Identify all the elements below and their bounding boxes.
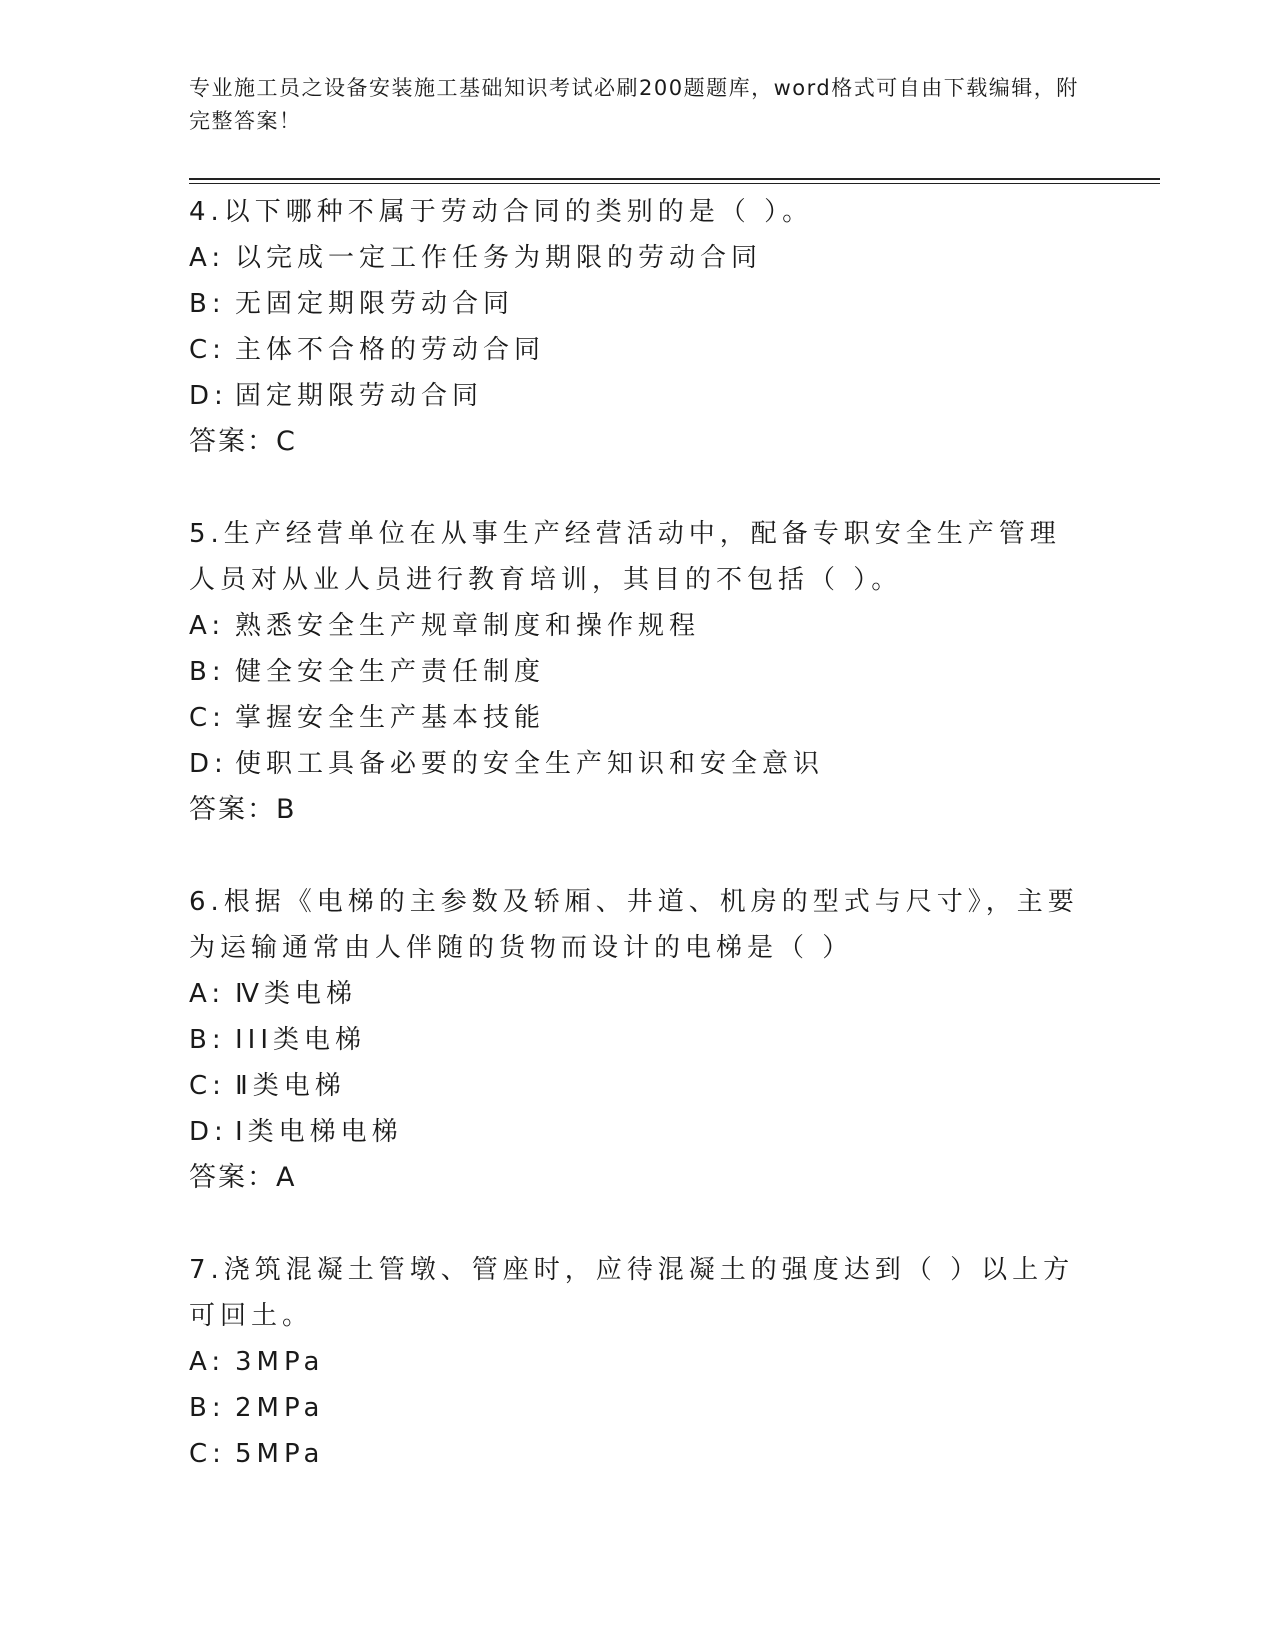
question-7 xyxy=(189,1247,1089,1477)
option-a xyxy=(189,971,1089,1017)
option-letter: C: xyxy=(189,1439,226,1469)
option-letter: B: xyxy=(189,289,226,319)
option-text: 2MPa xyxy=(235,1393,325,1423)
document-header: 专业施工员之设备安装施工基础知识考试必刷200题题库，word格式可自由下载编辑，附完整答案！ xyxy=(189,76,1079,133)
option-text: 使职工具备必要的安全生产知识和安全意识 xyxy=(235,749,825,779)
option-text: Ⅰ类电梯电梯 xyxy=(235,1117,403,1147)
option-d xyxy=(189,1109,1089,1155)
option-letter: D: xyxy=(189,1117,228,1147)
question-stem: 7.浇筑混凝土管墩、管座时，应待混凝土的强度达到（ ）以上方可回土。 xyxy=(189,1255,1075,1331)
option-a xyxy=(189,235,1089,281)
option-a xyxy=(189,1339,1089,1385)
question-stem: 4.以下哪种不属于劳动合同的类别的是（ ）。 xyxy=(189,197,814,227)
option-c xyxy=(189,327,1089,373)
option-letter: D: xyxy=(189,381,228,411)
option-text: Ⅱ类电梯 xyxy=(235,1071,346,1101)
answer-line: 答案：B xyxy=(189,794,297,825)
option-text: III类电梯 xyxy=(235,1025,367,1055)
option-a xyxy=(189,603,1089,649)
option-text: 健全安全生产责任制度 xyxy=(235,657,546,687)
option-letter: A: xyxy=(189,1347,226,1377)
option-d xyxy=(189,373,1089,419)
option-letter: A: xyxy=(189,243,226,273)
option-letter: A: xyxy=(189,979,226,1009)
option-text: 无固定期限劳动合同 xyxy=(235,289,515,319)
option-letter: A: xyxy=(189,611,226,641)
option-text: Ⅳ类电梯 xyxy=(235,979,357,1009)
answer-line: 答案：A xyxy=(189,1162,297,1193)
option-c xyxy=(189,1063,1089,1109)
option-b xyxy=(189,1385,1089,1431)
question-list xyxy=(189,189,1089,1523)
option-letter: B: xyxy=(189,1025,226,1055)
question-stem: 5.生产经营单位在从事生产经营活动中，配备专职安全生产管理人员对从业人员进行教育培训，其目的不包括（ ）。 xyxy=(189,519,1061,595)
answer-line: 答案：C xyxy=(189,426,297,457)
option-text: 以完成一定工作任务为期限的劳动合同 xyxy=(235,243,763,273)
option-d xyxy=(189,741,1089,787)
option-letter: C: xyxy=(189,703,226,733)
option-b xyxy=(189,281,1089,327)
header-rule-thin xyxy=(189,183,1160,184)
option-text: 固定期限劳动合同 xyxy=(235,381,484,411)
question-stem: 6.根据《电梯的主参数及轿厢、井道、机房的型式与尺寸》，主要为运输通常由人伴随的货物而设计的电梯是（ ） xyxy=(189,887,1079,963)
option-letter: D: xyxy=(189,749,228,779)
option-text: 掌握安全生产基本技能 xyxy=(235,703,546,733)
option-text: 主体不合格的劳动合同 xyxy=(235,335,546,365)
option-letter: B: xyxy=(189,1393,226,1423)
question-4 xyxy=(189,189,1089,465)
option-c xyxy=(189,695,1089,741)
option-text: 熟悉安全生产规章制度和操作规程 xyxy=(235,611,701,641)
option-b xyxy=(189,1017,1089,1063)
header-rule-thick xyxy=(189,178,1160,180)
option-text: 5MPa xyxy=(235,1439,325,1469)
option-text: 3MPa xyxy=(235,1347,325,1377)
option-letter: B: xyxy=(189,657,226,687)
option-c xyxy=(189,1431,1089,1477)
question-6 xyxy=(189,879,1089,1201)
question-5 xyxy=(189,511,1089,833)
option-letter: C: xyxy=(189,335,226,365)
option-letter: C: xyxy=(189,1071,226,1101)
option-b xyxy=(189,649,1089,695)
